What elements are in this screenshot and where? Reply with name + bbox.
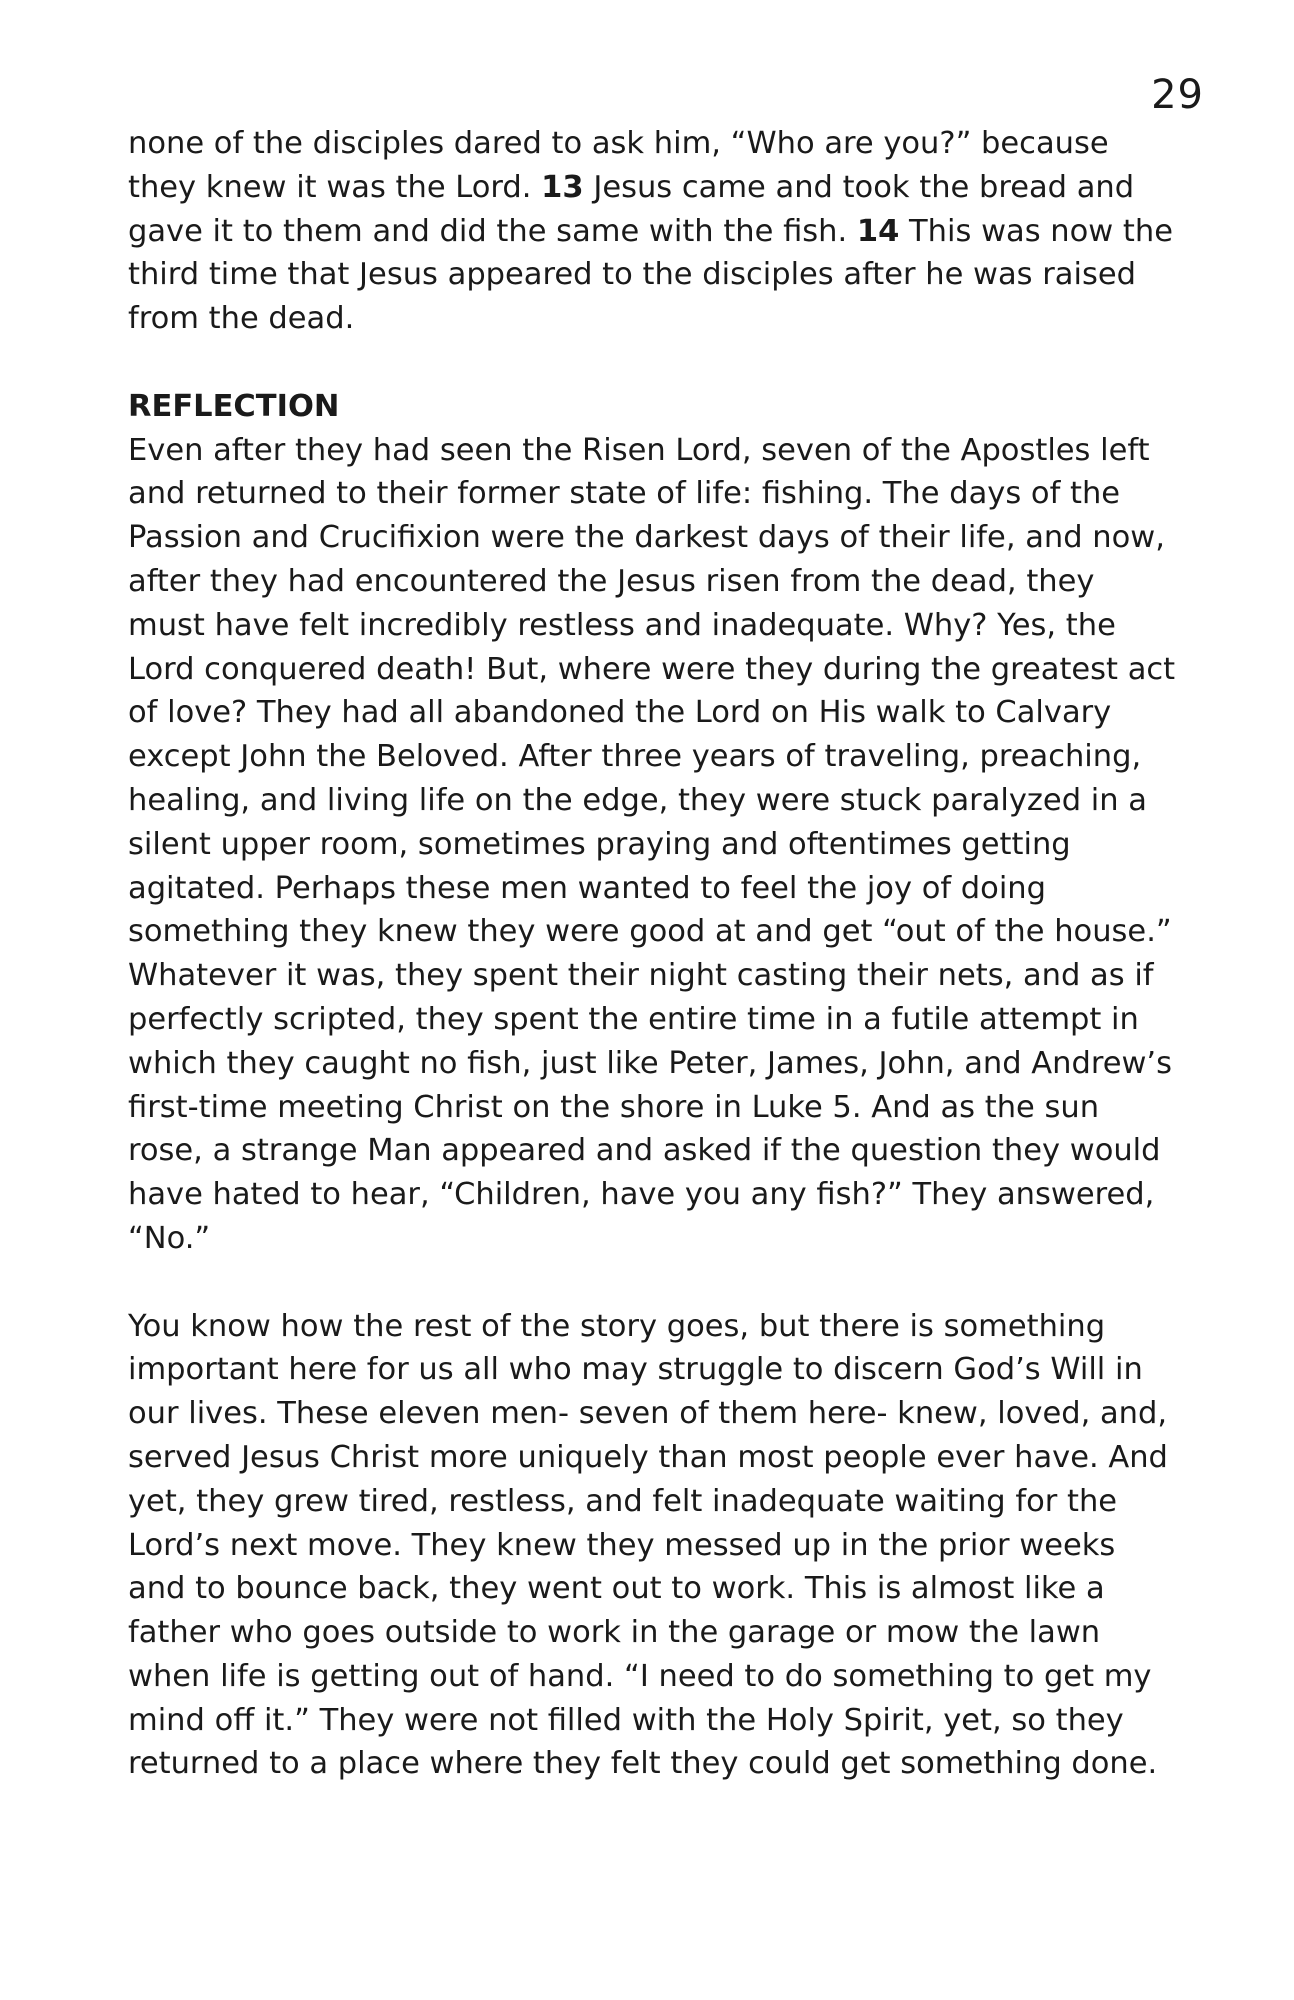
reflection-heading: REFLECTION: [128, 388, 340, 424]
paragraph-spacer: [128, 341, 1178, 385]
reflection-paragraph: Even after they had seen the Risen Lord, seven of the Apostles left and returned to their former state of life: fishing. The days of the Passion and Crucifixion were the darkest days of their life, and now, after they had encountered the Jesus risen from the dead, they must have felt incredibly restless and inadequate. Why? Yes, the Lord conquered death! But, where were they during the greatest act of love? They had all abandoned the Lord on His walk to Calvary except John the Beloved. After three years of traveling, preaching, healing, and living life on the edge, they were stuck paralyzed in a silent upper room, sometimes praying and oftentimes getting agitated. Perhaps these men wanted to feel the joy of doing something they knew they were good at and get “out of the house.” Whatever it was, they spent their night casting their nets, and as if perfectly scripted, they spent the entire time in a futile attempt in which they caught no fish, just like Peter, James, John, and Andrew’s first-time meeting Christ on the shore in Luke 5. And as the sun rose, a strange Man appeared and asked if the question they would have hated to hear, “Children, have you any fish?” They answered, “No.”: [128, 432, 1176, 1256]
reflection-paragraph: You know how the rest of the story goes, but there is something important here for us all who may struggle to discern God’s Will in our lives. These eleven men- seven of them here- knew, loved, and, served Jesus Christ more uniquely than most people ever have. And yet, they grew tired, restless, and felt inadequate waiting for the Lord’s next move. They knew they messed up in the prior weeks and to bounce back, they went out to work. This is almost like a father who goes outside to work in the garage or mow the lawn when life is getting out of hand. “I need to do something to get my mind off it.” They were not filled with the Holy Spirit, yet, so they returned to a place where they felt they could get something done.: [128, 1308, 1168, 1782]
page-number: 29: [1151, 72, 1204, 118]
verse-number: 13: [541, 169, 584, 205]
scripture-text: none of the disciples dared to ask him, “Who are you?” because they knew it was the Lord.: [128, 126, 1109, 205]
scripture-passage: [128, 122, 1178, 341]
page-content: [128, 122, 1178, 1786]
paragraph-spacer: [128, 1261, 1178, 1305]
scripture-text: Jesus came and took the bread and gave it to them and did the same with the fish.: [128, 169, 1135, 249]
scripture-text: This was now the third time that Jesus appeared to the disciples after he was raised from the dead.: [128, 213, 1173, 337]
verse-number: 14: [856, 213, 900, 249]
